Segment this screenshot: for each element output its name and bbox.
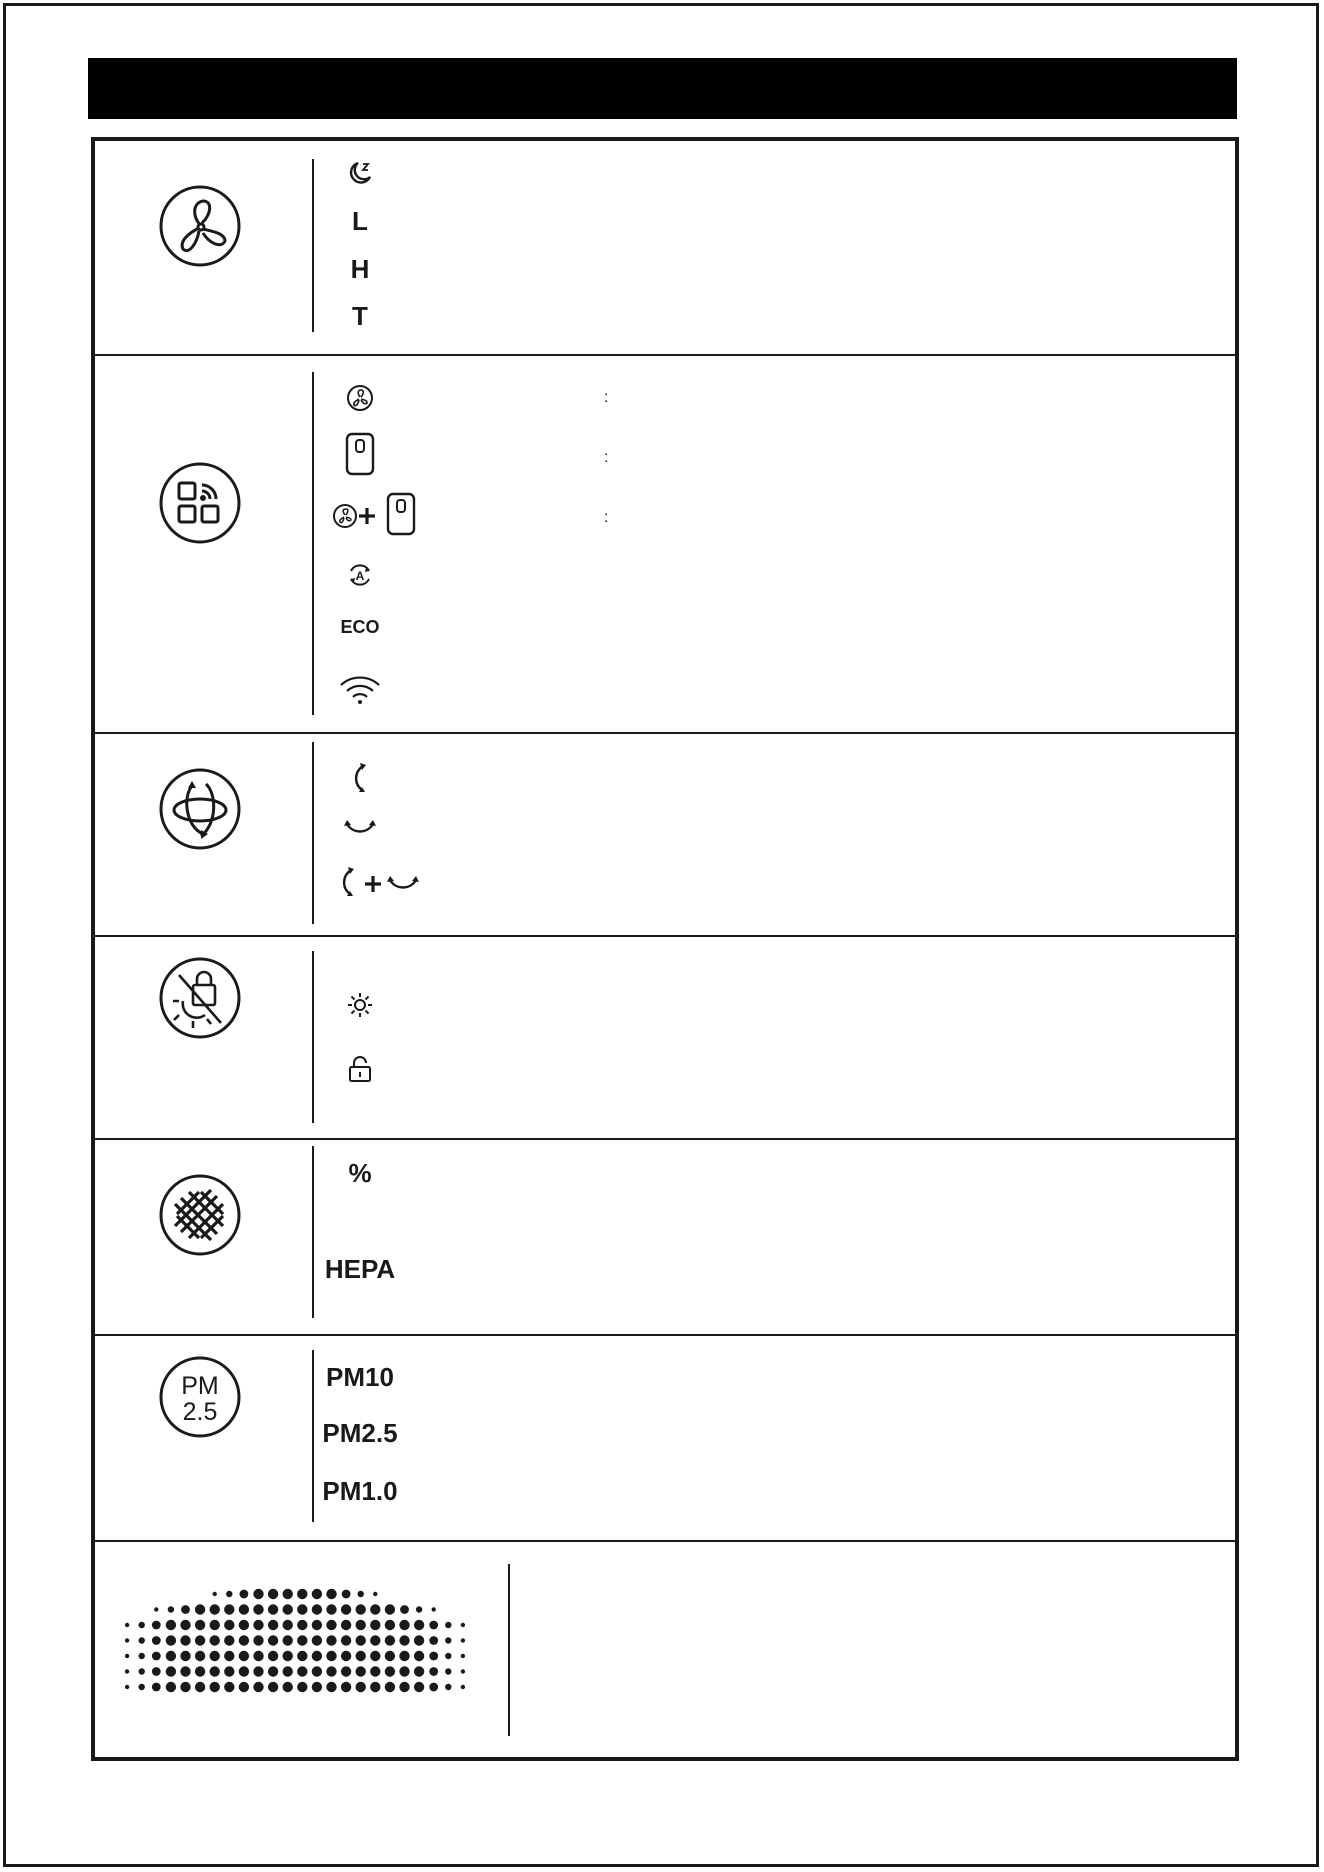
display-dot: [154, 1607, 158, 1611]
pm25-icon: [159, 1356, 241, 1438]
display-dot: [414, 1635, 424, 1645]
display-dot: [385, 1651, 395, 1661]
display-dot: [253, 1666, 263, 1676]
display-dot: [342, 1590, 351, 1599]
display-dot: [356, 1666, 366, 1676]
display-dot: [139, 1684, 145, 1690]
display-dot: [152, 1621, 161, 1630]
phone-colon: :: [604, 449, 609, 466]
display-dot: [312, 1666, 322, 1676]
display-dot: [283, 1589, 293, 1599]
display-dot: [268, 1604, 278, 1614]
oscillation-divider: [312, 742, 314, 924]
sun-icon: [315, 991, 405, 1021]
display-dot: [297, 1620, 307, 1630]
display-dot: [195, 1651, 205, 1661]
display-dot: [195, 1620, 205, 1630]
display-dot: [239, 1604, 249, 1614]
display-dot: [195, 1666, 205, 1676]
display-dot: [213, 1592, 217, 1596]
display-dot: [224, 1604, 234, 1614]
display-dot: [297, 1589, 307, 1599]
filter-divider: [312, 1146, 314, 1318]
display-dot: [356, 1635, 366, 1645]
display-dot: [356, 1682, 366, 1692]
fan-phone-colon: :: [604, 509, 609, 526]
display-dot: [224, 1635, 234, 1645]
display-dot: [414, 1651, 424, 1661]
fan-plus-phone-icon: [332, 492, 422, 536]
display-dot: [181, 1605, 190, 1614]
display-dot: [283, 1635, 293, 1645]
display-dot: [445, 1668, 451, 1674]
display-dot: [168, 1606, 174, 1612]
display-dot: [195, 1682, 205, 1692]
display-dot: [312, 1682, 322, 1692]
display-dot: [445, 1637, 451, 1643]
display-dot: [210, 1620, 220, 1630]
vertical-swing-icon: [315, 762, 405, 796]
display-dot: [370, 1666, 380, 1676]
display-dot: [414, 1620, 424, 1630]
speed-low-label: L: [352, 206, 368, 236]
display-dot: [297, 1604, 307, 1614]
display-dot: [429, 1683, 438, 1692]
display-dot: [370, 1635, 380, 1645]
display-dot: [166, 1682, 176, 1692]
auto-mode-letter: A: [355, 569, 365, 583]
display-dot: [385, 1635, 395, 1645]
display-divider: [508, 1564, 510, 1736]
header-bar: [88, 58, 1237, 119]
display-dot: [283, 1620, 293, 1630]
sleep-moon-icon: [315, 159, 405, 189]
display-section: [95, 1540, 1235, 1757]
display-dot: [385, 1620, 395, 1630]
display-dot: [312, 1589, 322, 1599]
display-dot: [253, 1651, 263, 1661]
display-dot: [312, 1604, 322, 1614]
pm-section: [95, 1334, 1235, 1540]
display-dot: [341, 1635, 351, 1645]
display-dot: [461, 1623, 465, 1627]
eco-label: ECO: [340, 617, 380, 637]
display-dot: [400, 1605, 409, 1614]
display-dot: [180, 1620, 190, 1630]
display-dot: [239, 1651, 249, 1661]
display-dot: [268, 1682, 278, 1692]
display-dot: [370, 1620, 380, 1630]
display-dot: [358, 1591, 364, 1597]
display-dot: [429, 1636, 438, 1645]
both-swing-icon: [338, 866, 422, 900]
display-dot: [461, 1654, 465, 1658]
display-dot: [180, 1666, 190, 1676]
mode-section: [95, 354, 1235, 732]
display-dot: [297, 1682, 307, 1692]
display-dot: [195, 1604, 205, 1614]
display-dot: [399, 1682, 409, 1692]
display-dot: [356, 1651, 366, 1661]
display-dot: [461, 1685, 465, 1689]
display-dot: [239, 1682, 249, 1692]
display-dot: [253, 1682, 263, 1692]
display-dot: [268, 1651, 278, 1661]
display-dot: [253, 1589, 263, 1599]
display-dot: [239, 1666, 249, 1676]
auto-mode-icon: [315, 560, 405, 590]
display-dot: [210, 1651, 220, 1661]
display-dot: [461, 1638, 465, 1642]
display-dot: [152, 1652, 161, 1661]
display-dot: [370, 1682, 380, 1692]
display-dot: [180, 1682, 190, 1692]
light-lock-section: [95, 935, 1235, 1138]
light-lock-icon: [159, 957, 241, 1039]
display-dot: [416, 1606, 422, 1612]
legend-table: [91, 137, 1239, 1761]
display-dot: [312, 1651, 322, 1661]
speed-high-label: H: [350, 254, 370, 284]
display-dot: [268, 1635, 278, 1645]
dot-matrix-display: [115, 1586, 475, 1698]
display-dot: [253, 1635, 263, 1645]
fan-icon: [159, 185, 241, 267]
display-dot: [414, 1682, 424, 1692]
display-dot: [226, 1591, 232, 1597]
display-dot: [125, 1685, 129, 1689]
display-dot: [356, 1620, 366, 1630]
display-dot: [166, 1620, 176, 1630]
filter-section: [95, 1138, 1235, 1334]
display-dot: [139, 1653, 145, 1659]
display-dot: [445, 1684, 451, 1690]
display-dot: [166, 1635, 176, 1645]
display-dot: [139, 1668, 145, 1674]
fan-divider: [312, 159, 314, 332]
display-dot: [224, 1682, 234, 1692]
display-dot: [341, 1604, 351, 1614]
horizontal-swing-icon: [315, 816, 405, 840]
display-dot: [283, 1651, 293, 1661]
display-dot: [445, 1622, 451, 1628]
wifi-icon: [315, 672, 405, 706]
display-dot: [283, 1666, 293, 1676]
display-dot: [224, 1666, 234, 1676]
display-dot: [341, 1620, 351, 1630]
display-dot: [341, 1666, 351, 1676]
display-dot: [312, 1635, 322, 1645]
display-dot: [429, 1621, 438, 1630]
rotate-3d-icon: [159, 768, 241, 850]
display-dot: [429, 1652, 438, 1661]
pm25-label: PM2.5: [322, 1418, 398, 1448]
pm-icon-text-top: PM: [181, 1372, 219, 1400]
display-dot: [370, 1604, 380, 1614]
display-dot: [224, 1651, 234, 1661]
display-dot: [385, 1682, 395, 1692]
display-dot: [253, 1620, 263, 1630]
display-dot: [326, 1620, 336, 1630]
display-dot: [210, 1682, 220, 1692]
display-dot: [239, 1620, 249, 1630]
display-dot: [139, 1622, 145, 1628]
display-dot: [399, 1651, 409, 1661]
display-dot: [239, 1635, 249, 1645]
display-dot: [399, 1635, 409, 1645]
display-dot: [312, 1620, 322, 1630]
pm10-small-label: PM1.0: [322, 1476, 398, 1506]
filter-mesh-icon: [159, 1174, 241, 1256]
display-dot: [297, 1651, 307, 1661]
display-dot: [326, 1635, 336, 1645]
display-dot: [283, 1604, 293, 1614]
display-dot: [125, 1638, 129, 1642]
display-dot: [373, 1592, 377, 1596]
display-dot: [326, 1589, 336, 1599]
display-dot: [139, 1637, 145, 1643]
pm10-label: PM10: [326, 1362, 394, 1392]
display-dot: [432, 1607, 436, 1611]
hepa-label: HEPA: [324, 1254, 396, 1284]
display-dot: [461, 1669, 465, 1673]
display-dot: [180, 1635, 190, 1645]
display-dot: [326, 1651, 336, 1661]
display-dot: [399, 1666, 409, 1676]
display-dot: [341, 1651, 351, 1661]
display-dot: [297, 1635, 307, 1645]
display-dot: [326, 1666, 336, 1676]
display-dot: [125, 1669, 129, 1673]
display-dot: [399, 1620, 409, 1630]
display-dot: [195, 1635, 205, 1645]
light-lock-divider: [312, 951, 314, 1123]
filter-percent-label: %: [348, 1158, 372, 1188]
display-dot: [152, 1636, 161, 1645]
display-dot: [268, 1666, 278, 1676]
display-dot: [268, 1620, 278, 1630]
display-dot: [152, 1667, 161, 1676]
display-dot: [125, 1623, 129, 1627]
display-dot: [429, 1667, 438, 1676]
display-dot: [210, 1666, 220, 1676]
mode-divider: [312, 372, 314, 715]
display-dot: [297, 1666, 307, 1676]
display-dot: [152, 1683, 161, 1692]
pm-icon-text-bottom: 2.5: [182, 1398, 218, 1426]
display-dot: [283, 1682, 293, 1692]
display-dot: [125, 1654, 129, 1658]
display-dot: [180, 1651, 190, 1661]
apps-wireless-icon: [159, 462, 241, 544]
fan-colon: :: [604, 389, 609, 406]
display-dot: [224, 1620, 234, 1630]
display-dot: [253, 1604, 263, 1614]
phone-icon: [315, 432, 405, 476]
display-dot: [414, 1666, 424, 1676]
display-dot: [385, 1604, 395, 1614]
speed-turbo-label: T: [352, 301, 368, 331]
display-dot: [326, 1682, 336, 1692]
display-dot: [370, 1651, 380, 1661]
display-dot: [240, 1590, 249, 1599]
display-dot: [166, 1651, 176, 1661]
display-dot: [166, 1666, 176, 1676]
display-dot: [210, 1604, 220, 1614]
display-dot: [326, 1604, 336, 1614]
display-dot: [341, 1682, 351, 1692]
display-dot: [210, 1635, 220, 1645]
display-dot: [268, 1589, 278, 1599]
fan-small-icon: [315, 384, 405, 414]
display-dot: [356, 1604, 366, 1614]
display-dot: [445, 1653, 451, 1659]
oscillation-section: [95, 732, 1235, 935]
display-dot: [385, 1666, 395, 1676]
pm-divider: [312, 1350, 314, 1522]
lock-icon: [315, 1055, 405, 1085]
fan-speed-section: [95, 141, 1235, 354]
